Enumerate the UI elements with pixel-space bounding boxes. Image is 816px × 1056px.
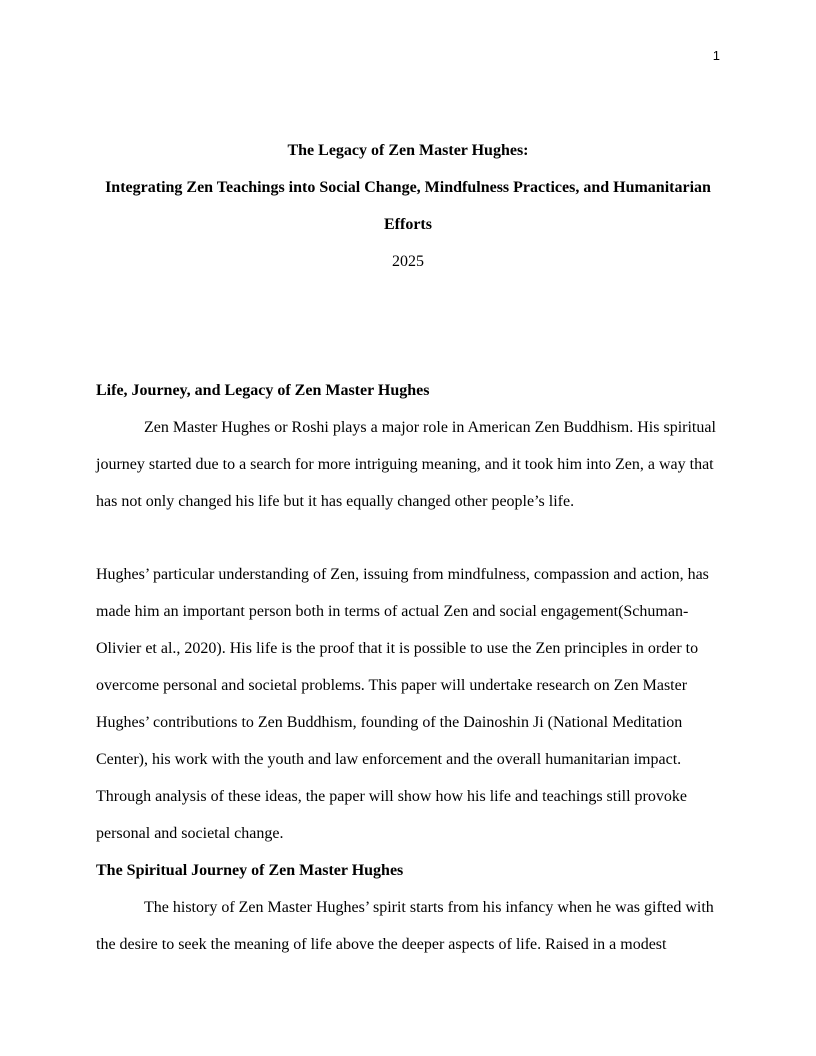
title-main: The Legacy of Zen Master Hughes: bbox=[287, 142, 529, 159]
paragraph-intro: Zen Master Hughes or Roshi plays a major role in American Zen Buddhism. His spiritual journey started due to a search for more intriguing meaning, and it took him into Zen, a way that has not only changed his life but it has equally changed other people’s life. bbox=[96, 419, 716, 510]
paragraph-spacer bbox=[96, 520, 720, 556]
paragraph-understanding-of-zen: Hughes’ particular understanding of Zen, issuing from mindfulness, compassion and action, has made him an important person both in terms of actual Zen and social engagement(Schuman-Olivier et al., 2020). His life is the proof that it is possible to use the Zen principles in order to overcome personal and societal problems. This paper will undertake research on Zen Master Hughes’ contributions to Zen Buddhism, founding of the Dainoshin Ji (National Meditation Center), his work with the youth and law enforcement and the overall humanitarian impact. Through analysis of these ideas, the paper will show how his life and teachings still provoke personal and societal change. bbox=[96, 566, 709, 842]
page-number: 1 bbox=[712, 48, 720, 63]
title-year: 2025 bbox=[392, 253, 424, 270]
document-body bbox=[96, 372, 720, 963]
title-subtitle: Integrating Zen Teachings into Social Change, Mindfulness Practices, and Humanitarian bbox=[105, 179, 711, 196]
paragraph-spiritual-history: The history of Zen Master Hughes’ spirit starts from his infancy when he was gifted with the desire to seek the meaning of life above the deeper aspects of life. Raised in a modest bbox=[96, 899, 714, 953]
section-heading-life-journey-legacy: Life, Journey, and Legacy of Zen Master Hughes bbox=[96, 382, 430, 399]
title-block bbox=[96, 132, 720, 280]
section-heading-spiritual-journey: The Spiritual Journey of Zen Master Hughes bbox=[96, 862, 404, 879]
title-subtitle-continued: Efforts bbox=[384, 216, 432, 233]
